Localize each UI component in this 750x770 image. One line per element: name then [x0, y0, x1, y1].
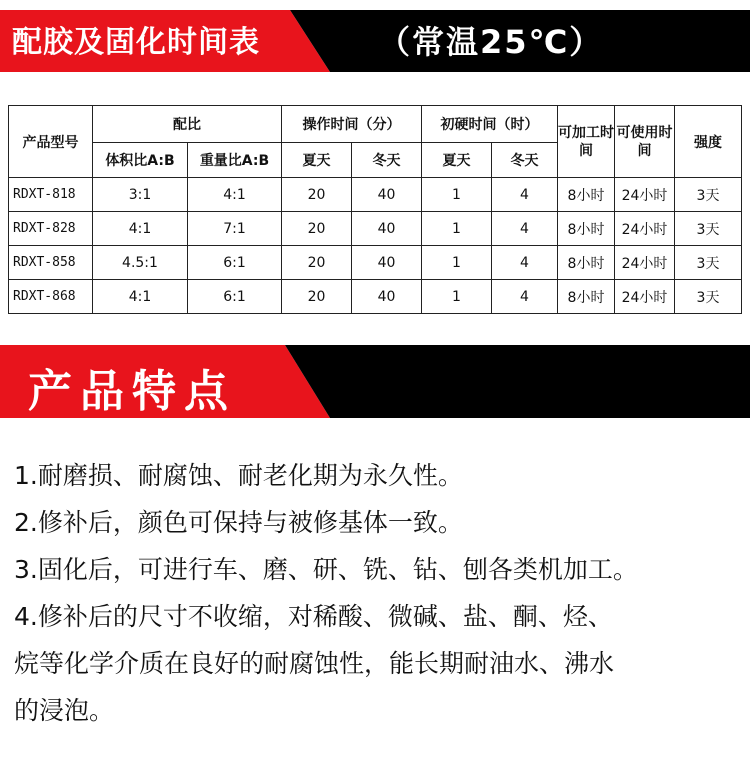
features-banner: [0, 345, 750, 418]
table-row: [9, 246, 742, 280]
cell-usable: 24小时: [615, 280, 675, 314]
cell-cure-winter: 4: [492, 178, 558, 212]
cell-usable: 24小时: [615, 178, 675, 212]
header-work-summer: 夏天: [282, 143, 352, 178]
cell-strength: 3天: [675, 212, 742, 246]
table-row: [9, 178, 742, 212]
schedule-banner: [0, 0, 750, 72]
cell-weight-ratio: 7:1: [188, 212, 282, 246]
feature-item: 烷等化学介质在良好的耐腐蚀性，能长期耐油水、沸水: [14, 649, 615, 678]
header-weight-ratio: 重量比A:B: [188, 143, 282, 178]
cell-machinable: 8小时: [558, 212, 615, 246]
cell-volume-ratio: 3:1: [93, 178, 188, 212]
features-title: 产品特点: [28, 366, 236, 417]
cell-strength: 3天: [675, 246, 742, 280]
cell-volume-ratio: 4:1: [93, 212, 188, 246]
cell-cure-winter: 4: [492, 212, 558, 246]
cell-work-winter: 40: [352, 280, 422, 314]
header-cure-summer: 夏天: [422, 143, 492, 178]
feature-item: 3.固化后，可进行车、磨、研、铣、钻、刨各类机加工。: [14, 555, 638, 584]
cell-machinable: 8小时: [558, 280, 615, 314]
header-model: 产品型号: [9, 106, 93, 178]
cell-volume-ratio: 4:1: [93, 280, 188, 314]
feature-item: 2.修补后，颜色可保持与被修基体一致。: [14, 508, 463, 537]
cell-model: RDXT-828: [9, 212, 93, 246]
cell-model: RDXT-868: [9, 280, 93, 314]
header-cure-time: 初硬时间（时）: [422, 106, 558, 143]
table-row: [9, 212, 742, 246]
cell-model: RDXT-818: [9, 178, 93, 212]
cell-cure-winter: 4: [492, 246, 558, 280]
feature-item: 的浸泡。: [14, 696, 115, 725]
header-strength: 强度: [675, 106, 742, 178]
table-row: [9, 280, 742, 314]
header-machinable: 可加工时间: [558, 106, 615, 178]
features-list: [14, 452, 744, 734]
schedule-title: 配胶及固化时间表: [12, 25, 260, 60]
cell-work-summer: 20: [282, 212, 352, 246]
cell-strength: 3天: [675, 178, 742, 212]
cell-work-winter: 40: [352, 246, 422, 280]
mixing-cure-table: [8, 105, 742, 314]
cell-strength: 3天: [675, 280, 742, 314]
header-work-winter: 冬天: [352, 143, 422, 178]
cell-machinable: 8小时: [558, 246, 615, 280]
cell-weight-ratio: 4:1: [188, 178, 282, 212]
header-ratio: 配比: [93, 106, 282, 143]
cell-cure-summer: 1: [422, 280, 492, 314]
cell-cure-summer: 1: [422, 178, 492, 212]
cell-volume-ratio: 4.5:1: [93, 246, 188, 280]
cell-work-winter: 40: [352, 212, 422, 246]
cell-weight-ratio: 6:1: [188, 280, 282, 314]
header-usable: 可使用时间: [615, 106, 675, 178]
cell-usable: 24小时: [615, 212, 675, 246]
cell-work-winter: 40: [352, 178, 422, 212]
feature-item: 1.耐磨损、耐腐蚀、耐老化期为永久性。: [14, 461, 463, 490]
cell-cure-winter: 4: [492, 280, 558, 314]
header-work-time: 操作时间（分）: [282, 106, 422, 143]
feature-item: 4.修补后的尺寸不收缩，对稀酸、微碱、盐、酮、烃、: [14, 602, 613, 631]
cell-cure-summer: 1: [422, 212, 492, 246]
cell-model: RDXT-858: [9, 246, 93, 280]
header-volume-ratio: 体积比A:B: [93, 143, 188, 178]
temperature-note: （常温25℃）: [378, 23, 604, 61]
cell-machinable: 8小时: [558, 178, 615, 212]
cell-cure-summer: 1: [422, 246, 492, 280]
cell-work-summer: 20: [282, 246, 352, 280]
header-cure-winter: 冬天: [492, 143, 558, 178]
cell-weight-ratio: 6:1: [188, 246, 282, 280]
cell-work-summer: 20: [282, 280, 352, 314]
cell-work-summer: 20: [282, 178, 352, 212]
cell-usable: 24小时: [615, 246, 675, 280]
banner-black-panel: [285, 345, 750, 418]
